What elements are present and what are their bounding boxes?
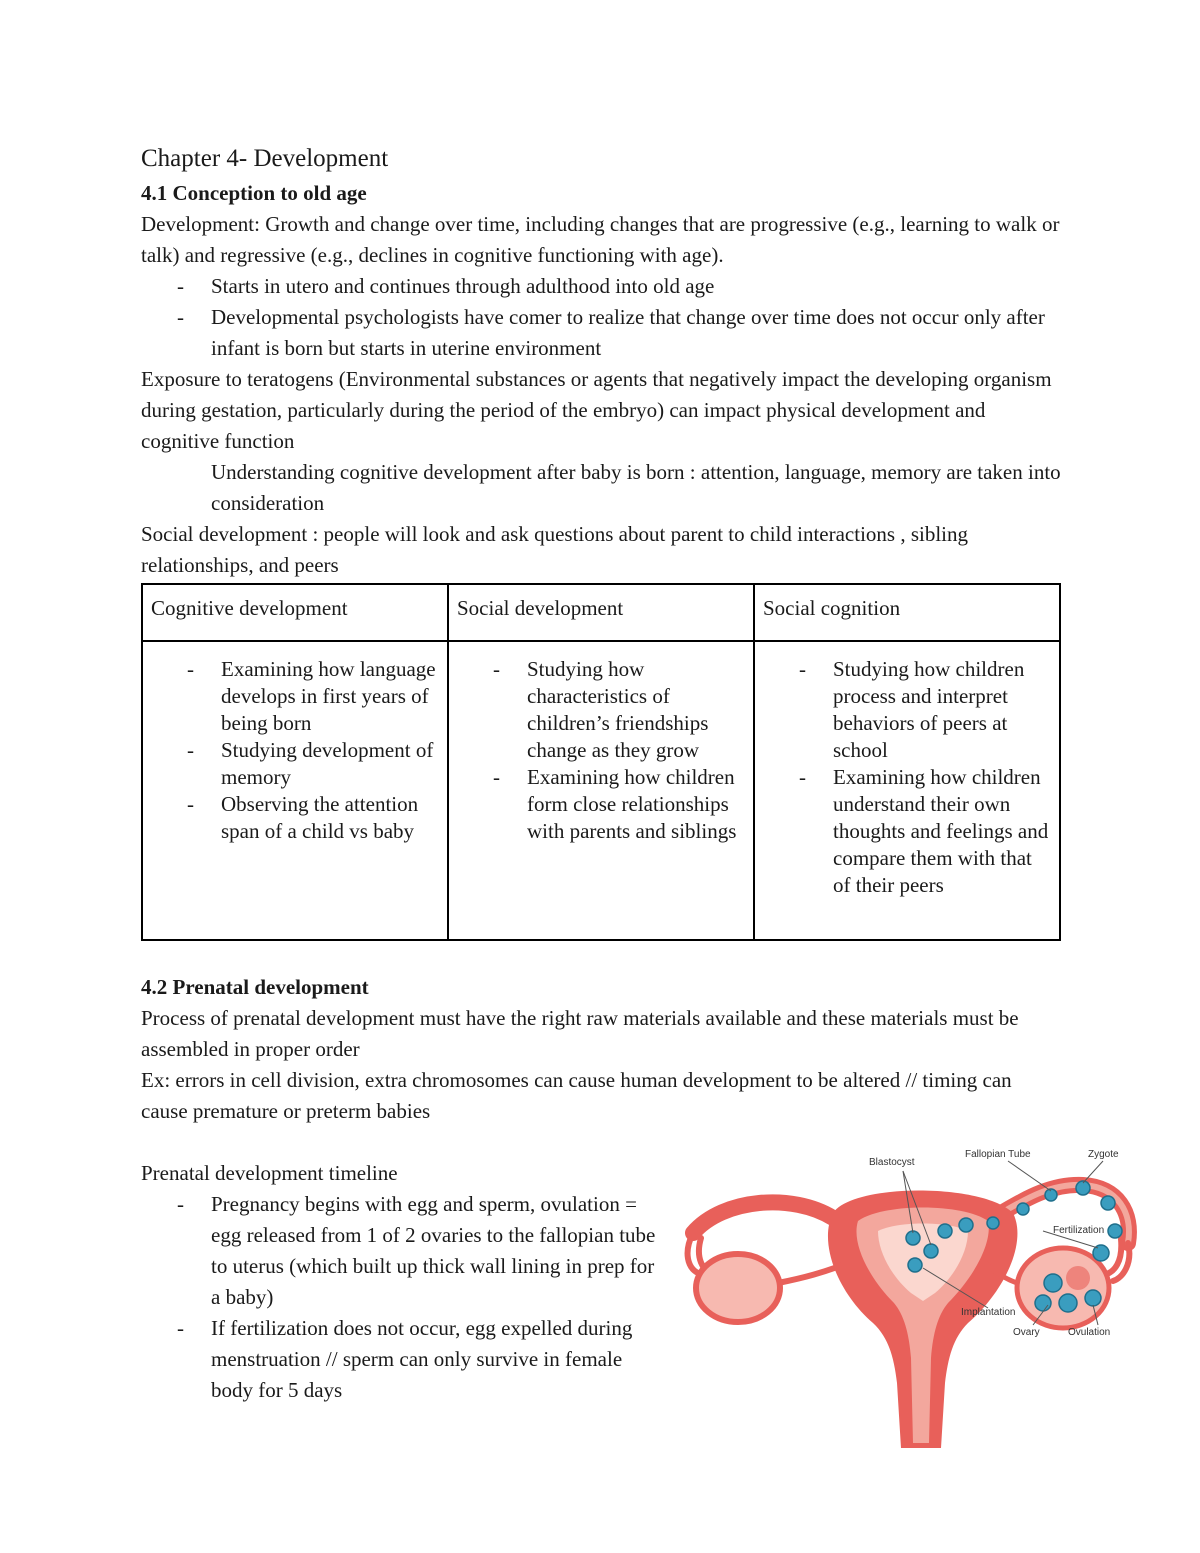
left-ovary bbox=[696, 1254, 780, 1322]
development-definition: Development: Growth and change over time, including changes that are progressive (e.g., learning to walk or talk) and regressive (e.g., declines in cognitive functioning with age). bbox=[141, 212, 1060, 267]
label-ovulation: Ovulation bbox=[1068, 1327, 1111, 1338]
list-item: - Starts in utero and continues through adulthood into old age bbox=[211, 271, 1061, 302]
list-item: - Observing the attention span of a child vs baby bbox=[221, 791, 439, 845]
label-zygote: Zygote bbox=[1088, 1149, 1119, 1160]
list-item: - If fertilization does not occur, egg expelled during menstruation // sperm can only survive in female body for 5 days bbox=[211, 1313, 661, 1406]
social-development-paragraph: Social development : people will look and ask questions about parent to child interactions , sibling relationships, and peers bbox=[141, 522, 969, 577]
teratogens-paragraph: Exposure to teratogens (Environmental substances or agents that negatively impact the developing organism during gestation, particularly during the period of the embryo) can impact physical development and cognitive function bbox=[141, 367, 1052, 453]
cell-social-development bbox=[448, 641, 754, 940]
development-table bbox=[141, 583, 1061, 941]
timeline-bullets bbox=[141, 1189, 661, 1406]
table-row bbox=[142, 641, 1060, 940]
list-item: - Studying how children process and interpret behaviors of peers at school bbox=[833, 656, 1051, 764]
timeline-title: Prenatal development timeline bbox=[141, 1161, 398, 1185]
list-item: - Examining how children understand their own thoughts and feelings and compare them with that of their peers bbox=[833, 764, 1051, 899]
label-fertilization: Fertilization bbox=[1053, 1225, 1105, 1236]
list-item: - Developmental psychologists have comer to realize that change over time does not occur only after infant is born but starts in uterine environment bbox=[211, 302, 1061, 364]
label-implantation: Implantation bbox=[961, 1307, 1016, 1318]
cell-cognitive-development bbox=[142, 641, 448, 940]
cognitive-indent-paragraph: Understanding cognitive development after baby is born : attention, language, memory are taken into consideration bbox=[211, 460, 1061, 515]
header-social-cognition: Social cognition bbox=[754, 584, 1060, 641]
list-item: - Studying development of memory bbox=[221, 737, 439, 791]
chapter-title: Chapter 4- Development bbox=[141, 145, 389, 172]
section-heading-4-1: 4.1 Conception to old age bbox=[141, 181, 367, 205]
list-item: - Pregnancy begins with egg and sperm, ovulation = egg released from 1 of 2 ovaries to the fallopian tube to uterus (which built up thick wall lining in prep for a baby) bbox=[211, 1189, 661, 1313]
list-item: - Studying how characteristics of children’s friendships change as they grow bbox=[527, 656, 745, 764]
label-blastocyst: Blastocyst bbox=[869, 1157, 915, 1168]
cell-social-cognition bbox=[754, 641, 1060, 940]
list-item: - Examining how language develops in first years of being born bbox=[221, 656, 439, 737]
header-cognitive-development: Cognitive development bbox=[142, 584, 448, 641]
table-header-row bbox=[142, 584, 1060, 641]
label-fallopian-tube: Fallopian Tube bbox=[965, 1149, 1031, 1160]
uterus-diagram bbox=[683, 1143, 1143, 1453]
prenatal-example-paragraph: Ex: errors in cell division, extra chromosomes can cause human development to be altered // timing can cause premature or preterm babies bbox=[141, 1068, 1012, 1123]
header-social-development: Social development bbox=[448, 584, 754, 641]
list-item: - Examining how children form close relationships with parents and siblings bbox=[527, 764, 745, 845]
label-ovary: Ovary bbox=[1013, 1327, 1040, 1338]
development-bullets bbox=[141, 271, 1061, 364]
prenatal-paragraph: Process of prenatal development must have the right raw materials available and these materials must be assembled in proper order bbox=[141, 1006, 1019, 1061]
section-heading-4-2: 4.2 Prenatal development bbox=[141, 975, 369, 999]
right-ovary bbox=[1017, 1248, 1109, 1328]
